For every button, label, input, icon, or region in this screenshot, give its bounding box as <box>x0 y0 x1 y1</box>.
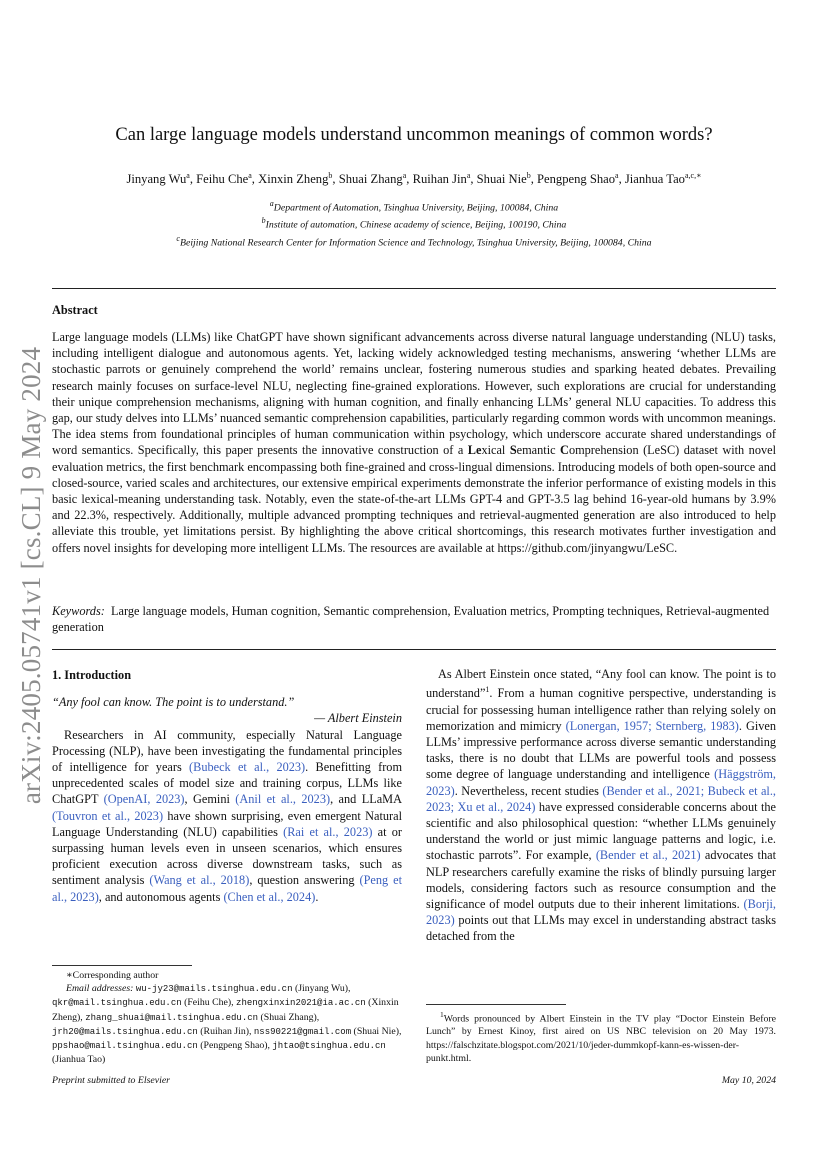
epigraph-quote: “Any fool can know. The point is to understand.” <box>52 695 295 710</box>
corresponding-author-note: ∗Corresponding author <box>66 970 159 981</box>
keywords <box>52 603 776 635</box>
footer-preprint-note: Preprint submitted to Elsevier <box>52 1075 170 1086</box>
email-address: wu-jy23@mails.tsinghua.edu.cn <box>135 984 293 995</box>
abstract-heading: Abstract <box>52 303 98 317</box>
citation-link: (OpenAI, 2023) <box>103 792 185 807</box>
author-affiliation-mark: a <box>615 171 619 180</box>
citation-link: (Borji, 2023) <box>426 896 776 928</box>
affiliation-mark: a <box>269 199 274 208</box>
citation-link: (Touvron et al., 2023) <box>52 808 164 823</box>
affiliation-text: Department of Automation, Tsinghua University, Beijing, 100084, China <box>273 202 559 214</box>
citation-link: (Bender et al., 2021) <box>595 848 701 863</box>
footer-date: May 10, 2024 <box>721 1075 776 1086</box>
affiliation-line <box>60 232 768 249</box>
citation-link: (Anil et al., 2023) <box>235 792 331 807</box>
keywords-text: Large language models, Human cognition, Semantic comprehension, Evaluation metrics, Prompting techniques, Retrieval-augmented generation <box>52 604 770 635</box>
section-heading: 1. Introduction <box>52 668 132 682</box>
footnote-1 <box>426 1008 776 1065</box>
intro-paragraph-1: Researchers in AI community, especially Natural Language Processing (NLP), have been investigating the fundamental principles of intelligence for years (Bubeck et al., 2023). Benefitting from unprecedented scales of model size and training corpus, LLMs like ChatGPT (OpenAI, 2023), Gemini (Anil et al., 2023), and LLaMA (Touvron et al., 2023) have shown surprising, even emergent Natural Language Understanding (NLU) capabilities (Rai et al., 2023) at or surpassing human levels even in unseen scenarios, which ensures proficient execution across diverse downstream tasks, such as sentiment analysis (Wang et al., 2018), question answering (Peng et al., 2023), and autonomous agents (Chen et al., 2024). <box>52 727 403 904</box>
keywords-label: Keywords: <box>52 604 105 618</box>
affiliation-mark: c <box>176 233 180 243</box>
footnote-divider-right <box>426 1004 566 1005</box>
epigraph-author: — Albert Einstein <box>314 711 402 726</box>
citation-link: (Peng et al., 2023) <box>52 873 403 904</box>
email-address: ppshao@mail.tsinghua.edu.cn <box>52 1041 198 1052</box>
citation-link: (Häggström, 2023) <box>426 767 776 798</box>
email-address: qkr@mail.tsinghua.edu.cn <box>52 998 182 1009</box>
affiliation-text: Institute of automation, Chinese academy of science, Beijing, 100190, China <box>265 219 567 231</box>
paper-title: Can large language models understand uncommon meanings of common words? <box>115 125 713 145</box>
author-name: Jinyang Wu <box>126 172 187 187</box>
citation-link: (Bubeck et al., 2023) <box>189 760 306 775</box>
footnote-1-text: Words pronounced by Albert Einstein in the TV play “Doctor Einstein Before Lunch” by Ernest Kinoy, first aired on US NBC television on 20 May 1973. https://falschzitate.blogspot.com/2021/10/jeder-dummkopf-kann-es-wissen-der-punkt.html. <box>426 1013 776 1064</box>
abstract-bottom-divider <box>52 649 776 650</box>
footnote-corresponding <box>52 969 402 1066</box>
email-address: zhengxinxin2021@ia.ac.cn <box>236 998 366 1009</box>
citation-link: (Wang et al., 2018) <box>149 873 250 888</box>
email-addresses: Email addresses: wu-jy23@mails.tsinghua.edu.cn (Jinyang Wu), qkr@mail.tsinghua.edu.cn (Feihu Che), zhengxinxin2021@ia.ac.cn (Xinxin Zheng), zhang_shuai@mail.tsinghua.edu.cn (Shuai Zhang), jrh20@mails.tsinghua.edu.cn (Ruihan Jin), nss90221@gmail.com (Shuai Nie), ppshao@mail.tsinghua.edu.cn (Pengpeng Shao), jhtao@tsinghua.edu.cn (Jianhua Tao) <box>52 983 402 1066</box>
author-name: Shuai Nie <box>476 172 527 187</box>
author-list: Jinyang Wu$^a$, Feihu Che$^a$, Xinxin Zheng$^b$, Shuai Zhang$^a$, Ruihan Jin$^a$, Shuai Nie$^b$, Pengpeng Shao$^a$, Jianhua Tao$^{a,c,∗}$ <box>126 171 702 187</box>
email-label: Email addresses: <box>66 983 134 995</box>
affiliation-mark: b <box>261 216 266 226</box>
author-affiliation-mark: a,c,∗ <box>684 171 702 180</box>
intro-paragraph-2: As Albert Einstein once stated, “Any fool can know. The point is to understand”$^1$. From a human cognitive perspective, understanding is crucial for possessing human intelligence rather than relying solely on memorization and mimicry (Lonergan, 1957; Sternberg, 1983). Given LLMs’ impressive performance across diverse semantic understanding tasks, there is no doubt that LLMs are powerful tools and possess some degree of language understanding and intelligence (Häggström, 2023). Nevertheless, recent studies (Bender et al., 2021; Bubeck et al., 2023; Xu et al., 2024) have expressed considerable concerns about the scientific and also philosophical question: “whether LLMs genuinely understand the world or just mimic language patterns and logic, i.e. stochastic parrots”. For example, (Bender et al., 2021) advocates that NLP researchers carefully examine the risks of blindly pursuing larger models, considering factors such as resource consumption and the significance of model outputs due to their inherent limitations. (Borji, 2023) points out that LLMs may excel in understanding abstract tasks detached from the <box>426 667 776 944</box>
author-name: Xinxin Zheng <box>258 172 329 187</box>
citation-link: (Lonergan, 1957; Sternberg, 1983) <box>565 718 739 733</box>
author-affiliation-mark: a <box>186 171 190 180</box>
footnote-mark: 1 <box>440 1010 444 1019</box>
author-name: Feihu Che <box>196 172 249 187</box>
arxiv-id: arXiv:2405.05741v1 [cs.CL] 9 May 2024 <box>16 346 47 804</box>
affiliation-line <box>60 214 768 231</box>
citation-link: (Bender et al., 2021; Bubeck et al., 2023; Xu et al., 2024) <box>426 783 776 814</box>
affiliation-text: Beijing National Research Center for Information Science and Technology, Tsinghua University, Beijing, 100084, China <box>179 236 652 248</box>
email-address: jrh20@mails.tsinghua.edu.cn <box>52 1026 198 1037</box>
email-address: nss90221@gmail.com <box>253 1026 352 1037</box>
author-name: Jianhua Tao <box>624 172 685 187</box>
affiliation-line <box>60 197 768 214</box>
top-divider <box>52 288 776 289</box>
right-column <box>426 666 776 945</box>
lesc-name: Lexical Semantic Comprehension <box>467 443 639 458</box>
abstract-text: Large language models (LLMs) like ChatGPT have shown significant advancements across diverse natural language understanding (NLU) tasks, including intelligent dialogue and autonomous agents. Yet, lacking widely acknowledged testing mechanisms, answering ‘whether LLMs are stochastic parrots or genuinely comprehend the world’ remains unclear, fostering numerous studies and sparking heated debates. Prevailing research mainly focuses on surface-level NLU, neglecting fine-grained explorations. However, such explorations are crucial for understanding their unique comprehension mechanisms, aligning with human cognition, and finally enhancing LLMs’ general NLU capacities. To address this gap, our study delves into LLMs’ nuanced semantic comprehension capabilities, particularly regarding common words with uncommon meanings. The idea stems from foundational principles of human communication within psychology, which underscore accurate shared understandings of word semantics. Specifically, this paper presents the innovative construction of a Lexical Semantic Comprehension (LeSC) dataset with novel evaluation metrics, the first benchmark encompassing both fine-grained and cross-lingual dimensions. Introducing models of both open-source and closed-source, varied scales and architectures, our extensive empirical experiments demonstrate the inferior performance of existing models in this basic lexical-meaning understanding task. Notably, even the state-of-the-art LLMs GPT-4 and GPT-3.5 lag behind 16-year-old humans by 3.9% and 22.3%, respectively. Additionally, multiple advanced prompting techniques and retrieval-augmented generation are also introduced to help alleviate this trouble, yet limitations persist. By highlighting the above critical shortcomings, this research motivates further investigation and offers novel insights for developing more intelligent LLMs. The resources are available at https://github.com/jinyangwu/LeSC. <box>52 330 776 555</box>
arxiv-sidebar-stamp <box>10 330 54 820</box>
author-affiliation-mark: a <box>466 171 471 180</box>
email-address: zhang_shuai@mail.tsinghua.edu.cn <box>85 1012 259 1023</box>
author-name: Pengpeng Shao <box>537 172 616 187</box>
footnote-ref: 1 <box>485 685 490 695</box>
author-affiliation-mark: a <box>402 171 407 180</box>
author-name: Shuai Zhang <box>338 172 403 187</box>
left-column <box>52 666 402 905</box>
citation-link: (Chen et al., 2024) <box>223 889 316 904</box>
author-affiliation-mark: b <box>526 171 531 180</box>
author-affiliation-mark: a <box>248 171 252 180</box>
author-name: Ruihan Jin <box>412 172 467 187</box>
affiliation-list <box>60 197 768 249</box>
citation-link: (Rai et al., 2023) <box>283 824 373 839</box>
email-address: jhtao@tsinghua.edu.cn <box>272 1041 386 1052</box>
author-affiliation-mark: b <box>328 171 333 180</box>
footnote-divider-left <box>52 965 192 966</box>
